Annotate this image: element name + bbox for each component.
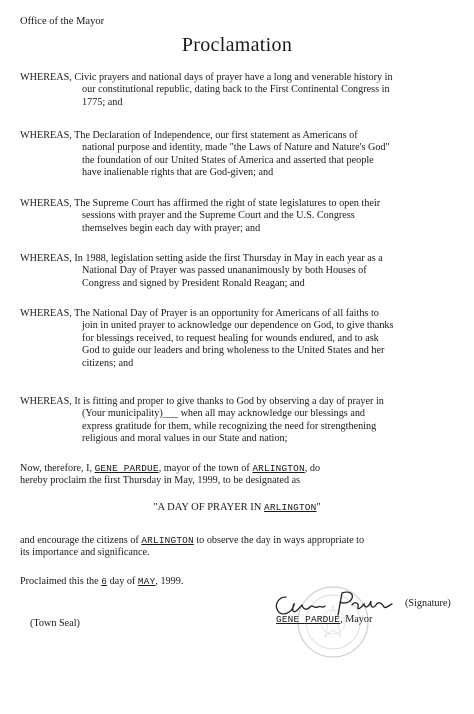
clause-line: sessions with prayer and the Supreme Court and the U.S. Congress xyxy=(82,210,355,222)
whereas-clause-5 xyxy=(20,308,460,370)
clause-line: our constitutional republic, dating back to the First Continental Congress in xyxy=(82,84,390,96)
day-field: 6 xyxy=(101,576,108,587)
clause-line: WHEREAS, In 1988, legislation setting aside the first Thursday in May in each year as a xyxy=(20,253,383,264)
month-field: MAY xyxy=(137,576,156,587)
clause-line: citizens; and xyxy=(82,357,134,369)
clause-line: 1775; and xyxy=(82,96,123,108)
now-therefore-paragraph xyxy=(20,463,460,488)
clause-line: themselves begin each day with prayer; and xyxy=(82,222,261,234)
whereas-clause-2 xyxy=(20,130,460,180)
office-header: Office of the Mayor xyxy=(20,16,105,27)
clause-line: have inalienable rights that are God-given; and xyxy=(82,167,274,179)
clause-line: WHEREAS, The Supreme Court has affirmed the right of state legislatures to open their xyxy=(20,198,381,209)
whereas-clause-4 xyxy=(20,253,460,290)
clause-line: WHEREAS, Civic prayers and national days of prayer have a long and venerable history in xyxy=(20,72,393,83)
whereas-label: WHEREAS, xyxy=(20,130,72,141)
clause-line: national purpose and identity, made "the Laws of Nature and Nature's God" xyxy=(82,142,390,154)
clause-line: for blessings received, to request healing for wounds endured, and to ask xyxy=(82,332,379,344)
whereas-label: WHEREAS, xyxy=(20,198,72,209)
clause-line: its importance and significance. xyxy=(20,547,150,559)
clause-line: Now, therefore, I, GENE PARDUE, mayor of the town of ARLINGTON, do xyxy=(20,463,321,474)
designation-town-field: ARLINGTON xyxy=(264,502,317,513)
whereas-label: WHEREAS, xyxy=(20,253,72,264)
whereas-clause-6 xyxy=(20,396,460,446)
designation-line: "A DAY OF PRAYER IN ARLINGTON" xyxy=(153,502,321,513)
clause-line: WHEREAS, The National Day of Prayer is an opportunity for Americans of all faiths to xyxy=(20,308,379,319)
document-title: Proclamation xyxy=(181,34,293,56)
clause-line: the foundation of our United States of America and asserted that people xyxy=(82,154,374,166)
whereas-clause-1 xyxy=(20,72,460,109)
whereas-label: WHEREAS, xyxy=(20,308,72,319)
clause-line: WHEREAS, It is fitting and proper to give thanks to God by observing a day of prayer in xyxy=(20,396,384,407)
clause-line: express gratitude for them, while recognizing the need for strengthening xyxy=(82,420,377,432)
clause-line: National Day of Prayer was passed unananimously by both Houses of xyxy=(82,265,367,277)
encourage-paragraph xyxy=(20,535,460,560)
clause-line: God to guide our leaders and bring wholeness to the United States and her xyxy=(82,345,385,357)
clause-line: WHEREAS, The Declaration of Independence, our first statement as Americans of xyxy=(20,130,358,141)
proclaimed-line: Proclaimed this the 6 day of MAY, 1999. xyxy=(20,576,184,587)
clause-line: hereby proclaim the first Thursday in May, 1999, to be designated as xyxy=(20,475,301,487)
clause-line: and encourage the citizens of ARLINGTON to observe the day in ways appropriate to xyxy=(20,535,365,546)
citizens-town-field: ARLINGTON xyxy=(141,535,194,546)
town-name-field: ARLINGTON xyxy=(252,463,305,474)
clause-line: (Your municipality)___ when all may acknowledge our blessings and xyxy=(82,408,366,420)
clause-line: Congress and signed by President Ronald Reagan; and xyxy=(82,277,305,289)
town-seal-label: (Town Seal) xyxy=(30,618,80,629)
clause-line: join in united prayer to acknowledge our dependence on God, to give thanks xyxy=(82,320,394,332)
whereas-label: WHEREAS, xyxy=(20,396,72,407)
signature-label: (Signature) xyxy=(405,598,451,609)
mayor-typed-name: GENE PARDUE xyxy=(276,614,341,625)
mayor-name-field: GENE PARDUE xyxy=(94,463,159,474)
whereas-label: WHEREAS, xyxy=(20,72,72,83)
clause-line: religious and moral values in our State and nation; xyxy=(82,433,288,445)
whereas-clause-3 xyxy=(20,198,460,235)
mayor-name-line: GENE PARDUE, Mayor xyxy=(276,614,373,625)
